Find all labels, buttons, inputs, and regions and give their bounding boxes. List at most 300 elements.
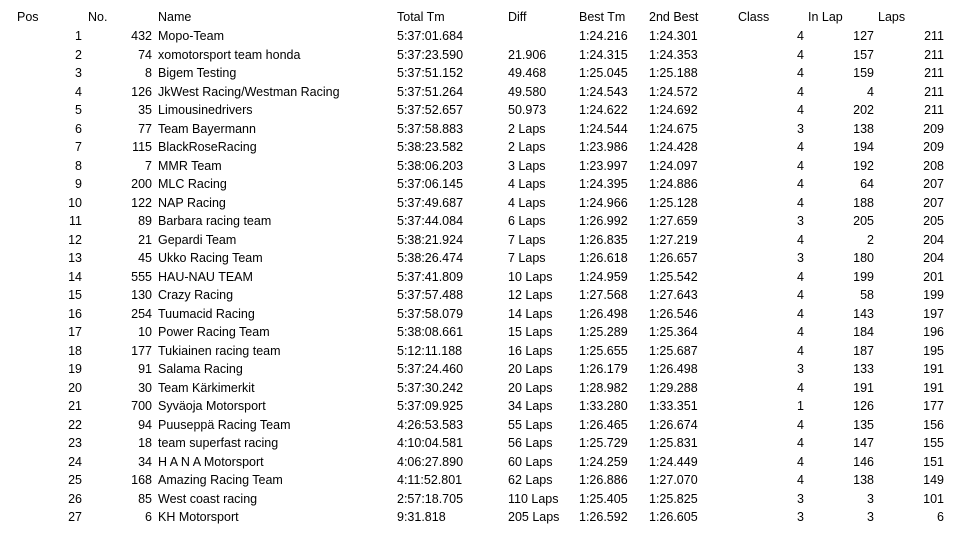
row-team-name: Tukiainen racing team xyxy=(158,343,281,358)
row-pos: 12 xyxy=(68,232,82,247)
row-number: 200 xyxy=(131,177,152,191)
row-diff: 4 Laps xyxy=(508,177,546,191)
row-number: 89 xyxy=(138,214,152,228)
row-diff: 56 Laps xyxy=(508,436,553,450)
row-best-time: 1:25.405 xyxy=(579,491,628,506)
row-team-name: BlackRoseRacing xyxy=(158,140,257,154)
row-pos: 9 xyxy=(75,177,82,191)
row-diff: 20 Laps xyxy=(508,362,553,376)
table-row xyxy=(0,194,970,213)
row-in-lap: 133 xyxy=(853,362,874,376)
row-total-time: 5:37:23.590 xyxy=(397,47,464,62)
row-second-best: 1:24.353 xyxy=(649,47,698,62)
row-laps: 101 xyxy=(923,491,944,506)
row-diff: 60 Laps xyxy=(508,454,553,469)
row-number: 45 xyxy=(138,251,152,265)
row-number: 177 xyxy=(131,343,152,358)
row-laps: 211 xyxy=(924,66,944,80)
row-in-lap: 64 xyxy=(860,177,874,191)
row-number: 168 xyxy=(131,473,152,487)
row-class: 4 xyxy=(797,195,804,210)
row-best-time: 1:28.982 xyxy=(579,380,628,395)
row-in-lap: 191 xyxy=(853,380,874,395)
row-laps: 204 xyxy=(923,251,944,265)
row-class: 4 xyxy=(797,103,804,117)
row-number: 126 xyxy=(131,84,152,99)
row-laps: 209 xyxy=(923,140,944,154)
row-team-name: Syväoja Motorsport xyxy=(158,399,266,413)
row-team-name: Puuseppä Racing Team xyxy=(158,417,291,432)
row-best-time: 1:24.959 xyxy=(579,269,628,284)
row-class: 4 xyxy=(797,473,804,487)
table-row xyxy=(0,397,970,416)
row-best-time: 1:24.622 xyxy=(579,103,628,117)
row-total-time: 5:37:06.145 xyxy=(397,177,464,191)
row-best-time: 1:25.655 xyxy=(579,343,628,358)
row-pos: 10 xyxy=(68,195,82,210)
table-row xyxy=(0,231,970,250)
row-team-name: Bigem Testing xyxy=(158,66,237,80)
row-diff: 62 Laps xyxy=(508,473,553,487)
row-pos: 1 xyxy=(75,29,82,43)
row-team-name: H A N A Motorsport xyxy=(158,454,264,469)
row-total-time: 5:38:23.582 xyxy=(397,140,464,154)
row-laps: 211 xyxy=(924,103,944,117)
row-total-time: 5:12:11.188 xyxy=(397,343,463,358)
row-in-lap: 159 xyxy=(853,66,874,80)
row-class: 4 xyxy=(797,66,804,80)
row-best-time: 1:23.986 xyxy=(579,140,628,154)
row-in-lap: 58 xyxy=(860,288,874,302)
row-second-best: 1:27.659 xyxy=(649,214,698,228)
row-second-best: 1:26.674 xyxy=(649,417,698,432)
row-laps: 191 xyxy=(923,380,944,395)
row-second-best: 1:24.428 xyxy=(649,140,698,154)
row-best-time: 1:26.835 xyxy=(579,232,628,247)
row-class: 4 xyxy=(797,232,804,247)
row-laps: 211 xyxy=(924,29,944,43)
row-laps: 204 xyxy=(923,232,944,247)
row-best-time: 1:24.543 xyxy=(579,84,628,99)
row-team-name: Tuumacid Racing xyxy=(158,306,255,321)
table-row xyxy=(0,471,970,490)
row-number: 555 xyxy=(131,269,152,284)
row-best-time: 1:23.997 xyxy=(579,158,628,173)
row-team-name: MLC Racing xyxy=(158,177,227,191)
header-pos: Pos xyxy=(17,10,39,24)
row-in-lap: 187 xyxy=(853,343,874,358)
row-number: 254 xyxy=(131,306,152,321)
row-pos: 6 xyxy=(75,121,82,136)
row-laps: 177 xyxy=(923,399,944,413)
row-diff: 2 Laps xyxy=(508,140,546,154)
row-second-best: 1:25.687 xyxy=(649,343,698,358)
row-team-name: Limousinedrivers xyxy=(158,103,253,117)
row-second-best: 1:25.188 xyxy=(649,66,698,80)
row-second-best: 1:27.219 xyxy=(649,232,698,247)
row-team-name: Barbara racing team xyxy=(158,214,272,228)
header-row xyxy=(0,8,970,27)
row-pos: 18 xyxy=(68,343,82,358)
row-pos: 21 xyxy=(68,399,82,413)
row-total-time: 5:37:51.152 xyxy=(397,66,464,80)
row-total-time: 5:37:52.657 xyxy=(397,103,464,117)
row-number: 85 xyxy=(138,491,152,506)
row-total-time: 5:37:58.883 xyxy=(397,121,464,136)
row-total-time: 4:10:04.581 xyxy=(397,436,464,450)
row-second-best: 1:26.498 xyxy=(649,362,698,376)
row-second-best: 1:27.070 xyxy=(649,473,698,487)
row-best-time: 1:24.966 xyxy=(579,195,628,210)
row-diff: 49.468 xyxy=(508,66,547,80)
row-pos: 19 xyxy=(68,362,82,376)
row-team-name: Amazing Racing Team xyxy=(158,473,283,487)
row-laps: 155 xyxy=(923,436,944,450)
row-team-name: HAU-NAU TEAM xyxy=(158,269,253,284)
table-row xyxy=(0,286,970,305)
row-diff: 55 Laps xyxy=(508,417,553,432)
row-class: 4 xyxy=(797,306,804,321)
table-row xyxy=(0,360,970,379)
table-row xyxy=(0,175,970,194)
row-total-time: 5:37:24.460 xyxy=(397,362,464,376)
row-number: 35 xyxy=(138,103,152,117)
table-row xyxy=(0,323,970,342)
row-second-best: 1:24.097 xyxy=(649,158,698,173)
row-second-best: 1:26.657 xyxy=(649,251,698,265)
row-pos: 3 xyxy=(75,66,82,80)
row-in-lap: 138 xyxy=(853,473,874,487)
table-row xyxy=(0,212,970,231)
row-best-time: 1:33.280 xyxy=(579,399,628,413)
row-diff: 15 Laps xyxy=(508,325,553,339)
header-best-time: Best Tm xyxy=(579,10,626,24)
row-total-time: 5:38:21.924 xyxy=(397,232,464,247)
row-in-lap: 126 xyxy=(853,399,874,413)
row-diff: 12 Laps xyxy=(508,288,553,302)
row-laps: 211 xyxy=(924,47,944,62)
row-number: 6 xyxy=(145,510,152,524)
row-diff: 7 Laps xyxy=(508,251,546,265)
row-laps: 201 xyxy=(923,269,944,284)
row-number: 122 xyxy=(131,195,152,210)
row-team-name: xomotorsport team honda xyxy=(158,47,301,62)
row-second-best: 1:24.449 xyxy=(649,454,698,469)
row-class: 4 xyxy=(797,343,804,358)
row-class: 3 xyxy=(797,251,804,265)
row-class: 4 xyxy=(797,325,804,339)
row-laps: 6 xyxy=(937,510,944,524)
row-diff: 16 Laps xyxy=(508,343,553,358)
table-row xyxy=(0,342,970,361)
row-class: 4 xyxy=(797,47,804,62)
row-best-time: 1:25.729 xyxy=(579,436,628,450)
row-pos: 11 xyxy=(69,214,82,228)
row-total-time: 2:57:18.705 xyxy=(397,491,464,506)
row-pos: 25 xyxy=(68,473,82,487)
row-number: 700 xyxy=(131,399,152,413)
row-total-time: 5:37:49.687 xyxy=(397,195,464,210)
row-diff: 205 Laps xyxy=(508,510,560,524)
row-diff: 6 Laps xyxy=(508,214,546,228)
row-number: 8 xyxy=(145,66,152,80)
row-total-time: 5:37:30.242 xyxy=(397,380,464,395)
table-row xyxy=(0,268,970,287)
row-diff: 49.580 xyxy=(508,84,547,99)
row-class: 4 xyxy=(797,454,804,469)
row-in-lap: 138 xyxy=(853,121,874,136)
row-laps: 196 xyxy=(923,325,944,339)
row-second-best: 1:25.364 xyxy=(649,325,698,339)
row-in-lap: 135 xyxy=(853,417,874,432)
row-pos: 13 xyxy=(68,251,82,265)
row-best-time: 1:24.395 xyxy=(579,177,628,191)
row-team-name: Team Kärkimerkit xyxy=(158,380,255,395)
header-no: No. xyxy=(88,10,108,24)
row-second-best: 1:29.288 xyxy=(649,380,698,395)
row-class: 4 xyxy=(797,436,804,450)
row-second-best: 1:25.542 xyxy=(649,269,698,284)
row-in-lap: 3 xyxy=(867,491,874,506)
table-row xyxy=(0,249,970,268)
row-laps: 207 xyxy=(923,177,944,191)
row-second-best: 1:26.605 xyxy=(649,510,698,524)
row-laps: 211 xyxy=(924,84,944,99)
row-class: 4 xyxy=(797,158,804,173)
row-in-lap: 4 xyxy=(867,84,874,99)
row-class: 4 xyxy=(797,177,804,191)
row-best-time: 1:26.886 xyxy=(579,473,628,487)
row-class: 3 xyxy=(797,121,804,136)
row-pos: 17 xyxy=(68,325,82,339)
row-laps: 205 xyxy=(923,214,944,228)
row-pos: 8 xyxy=(75,158,82,173)
row-in-lap: 192 xyxy=(853,158,874,173)
header-class: Class xyxy=(738,10,770,24)
row-second-best: 1:33.351 xyxy=(649,399,698,413)
table-row xyxy=(0,157,970,176)
row-pos: 24 xyxy=(68,454,82,469)
row-total-time: 5:38:08.661 xyxy=(397,325,464,339)
row-pos: 16 xyxy=(68,306,82,321)
row-pos: 26 xyxy=(68,491,82,506)
row-laps: 199 xyxy=(923,288,944,302)
row-diff: 14 Laps xyxy=(508,306,553,321)
row-class: 1 xyxy=(797,399,804,413)
row-laps: 156 xyxy=(923,417,944,432)
row-pos: 23 xyxy=(68,436,82,450)
row-class: 4 xyxy=(797,140,804,154)
row-total-time: 4:11:52.801 xyxy=(397,473,463,487)
row-diff: 4 Laps xyxy=(508,195,546,210)
row-second-best: 1:24.886 xyxy=(649,177,698,191)
row-in-lap: 188 xyxy=(853,195,874,210)
row-laps: 197 xyxy=(923,306,944,321)
table-row xyxy=(0,379,970,398)
row-total-time: 5:37:51.264 xyxy=(397,84,464,99)
row-total-time: 4:06:27.890 xyxy=(397,454,464,469)
row-class: 4 xyxy=(797,29,804,43)
row-class: 3 xyxy=(797,362,804,376)
row-in-lap: 2 xyxy=(867,232,874,247)
table-row xyxy=(0,64,970,83)
row-second-best: 1:25.831 xyxy=(649,436,698,450)
table-row xyxy=(0,120,970,139)
row-laps: 191 xyxy=(923,362,944,376)
row-best-time: 1:26.618 xyxy=(579,251,628,265)
table-row xyxy=(0,138,970,157)
row-diff: 7 Laps xyxy=(508,232,546,247)
row-number: 432 xyxy=(131,29,152,43)
row-class: 3 xyxy=(797,491,804,506)
row-class: 4 xyxy=(797,417,804,432)
row-total-time: 5:37:44.084 xyxy=(397,214,464,228)
row-laps: 208 xyxy=(923,158,944,173)
row-number: 7 xyxy=(145,158,152,173)
row-team-name: Salama Racing xyxy=(158,362,243,376)
row-best-time: 1:27.568 xyxy=(579,288,628,302)
row-laps: 195 xyxy=(923,343,944,358)
table-row xyxy=(0,490,970,509)
row-best-time: 1:24.544 xyxy=(579,121,628,136)
header-diff: Diff xyxy=(508,10,527,24)
row-diff: 3 Laps xyxy=(508,158,546,173)
row-number: 18 xyxy=(138,436,152,450)
row-diff: 50.973 xyxy=(508,103,547,117)
row-team-name: Team Bayermann xyxy=(158,121,256,136)
header-name: Name xyxy=(158,10,192,24)
row-pos: 2 xyxy=(75,47,82,62)
header-total-time: Total Tm xyxy=(397,10,445,24)
row-number: 115 xyxy=(132,140,152,154)
header-laps: Laps xyxy=(878,10,906,24)
row-in-lap: 3 xyxy=(867,510,874,524)
row-best-time: 1:26.592 xyxy=(579,510,628,524)
row-total-time: 9:31.818 xyxy=(397,510,446,524)
row-total-time: 5:37:58.079 xyxy=(397,306,464,321)
row-class: 4 xyxy=(797,269,804,284)
row-team-name: Gepardi Team xyxy=(158,232,237,247)
row-diff: 21.906 xyxy=(508,47,547,62)
row-diff: 2 Laps xyxy=(508,121,546,136)
row-number: 94 xyxy=(138,417,152,432)
row-total-time: 5:37:01.684 xyxy=(397,29,464,43)
row-number: 77 xyxy=(138,121,152,136)
row-best-time: 1:26.465 xyxy=(579,417,628,432)
row-team-name: Ukko Racing Team xyxy=(158,251,263,265)
row-diff: 10 Laps xyxy=(508,269,553,284)
row-in-lap: 157 xyxy=(853,47,874,62)
row-in-lap: 147 xyxy=(853,436,874,450)
row-pos: 15 xyxy=(68,288,82,302)
row-team-name: MMR Team xyxy=(158,158,222,173)
row-second-best: 1:24.675 xyxy=(649,121,698,136)
row-second-best: 1:24.301 xyxy=(649,29,698,43)
row-best-time: 1:26.992 xyxy=(579,214,628,228)
table-row xyxy=(0,305,970,324)
row-class: 4 xyxy=(797,288,804,302)
row-total-time: 5:38:26.474 xyxy=(397,251,464,265)
row-laps: 209 xyxy=(923,121,944,136)
table-row xyxy=(0,46,970,65)
row-in-lap: 180 xyxy=(853,251,874,265)
row-number: 30 xyxy=(138,380,152,395)
row-diff: 20 Laps xyxy=(508,380,553,395)
row-pos: 5 xyxy=(75,103,82,117)
row-team-name: KH Motorsport xyxy=(158,510,239,524)
table-row xyxy=(0,434,970,453)
row-in-lap: 184 xyxy=(853,325,874,339)
row-class: 4 xyxy=(797,380,804,395)
row-class: 3 xyxy=(797,214,804,228)
row-class: 3 xyxy=(797,510,804,524)
row-team-name: West coast racing xyxy=(158,491,258,506)
row-total-time: 5:37:09.925 xyxy=(397,399,464,413)
row-in-lap: 199 xyxy=(853,269,874,284)
row-in-lap: 146 xyxy=(853,454,874,469)
row-team-name: Mopo-Team xyxy=(158,29,224,43)
row-pos: 27 xyxy=(68,510,82,524)
row-in-lap: 143 xyxy=(853,306,874,321)
row-total-time: 5:37:57.488 xyxy=(397,288,464,302)
row-team-name: JkWest Racing/Westman Racing xyxy=(158,84,340,99)
row-diff: 34 Laps xyxy=(508,399,553,413)
row-class: 4 xyxy=(797,84,804,99)
row-in-lap: 194 xyxy=(853,140,874,154)
table-row xyxy=(0,508,970,527)
row-team-name: NAP Racing xyxy=(158,195,226,210)
table-row xyxy=(0,27,970,46)
row-number: 21 xyxy=(138,232,152,247)
row-second-best: 1:24.572 xyxy=(649,84,698,99)
row-best-time: 1:25.045 xyxy=(579,66,628,80)
row-best-time: 1:24.216 xyxy=(579,29,628,43)
table-row xyxy=(0,416,970,435)
row-pos: 22 xyxy=(68,417,82,432)
row-number: 34 xyxy=(138,454,152,469)
row-best-time: 1:24.315 xyxy=(579,47,628,62)
row-in-lap: 202 xyxy=(853,103,874,117)
row-team-name: team superfast racing xyxy=(158,436,279,450)
table-row xyxy=(0,101,970,120)
row-best-time: 1:26.498 xyxy=(579,306,628,321)
row-total-time: 5:37:41.809 xyxy=(397,269,464,284)
row-in-lap: 127 xyxy=(853,29,874,43)
row-number: 91 xyxy=(138,362,152,376)
row-laps: 151 xyxy=(923,454,944,469)
row-second-best: 1:25.825 xyxy=(649,491,698,506)
row-best-time: 1:25.289 xyxy=(579,325,628,339)
header-second-best: 2nd Best xyxy=(649,10,699,24)
row-second-best: 1:25.128 xyxy=(649,195,698,210)
row-total-time: 5:38:06.203 xyxy=(397,158,464,173)
row-best-time: 1:26.179 xyxy=(579,362,628,376)
row-total-time: 4:26:53.583 xyxy=(397,417,464,432)
table-row xyxy=(0,453,970,472)
row-laps: 149 xyxy=(923,473,944,487)
row-laps: 207 xyxy=(923,195,944,210)
row-number: 10 xyxy=(138,325,152,339)
row-best-time: 1:24.259 xyxy=(579,454,628,469)
table-row xyxy=(0,83,970,102)
row-pos: 14 xyxy=(68,269,82,284)
row-team-name: Crazy Racing xyxy=(158,288,234,302)
row-team-name: Power Racing Team xyxy=(158,325,270,339)
row-diff: 110 Laps xyxy=(508,491,559,506)
row-number: 74 xyxy=(138,47,152,62)
row-second-best: 1:27.643 xyxy=(649,288,698,302)
row-pos: 20 xyxy=(68,380,82,395)
